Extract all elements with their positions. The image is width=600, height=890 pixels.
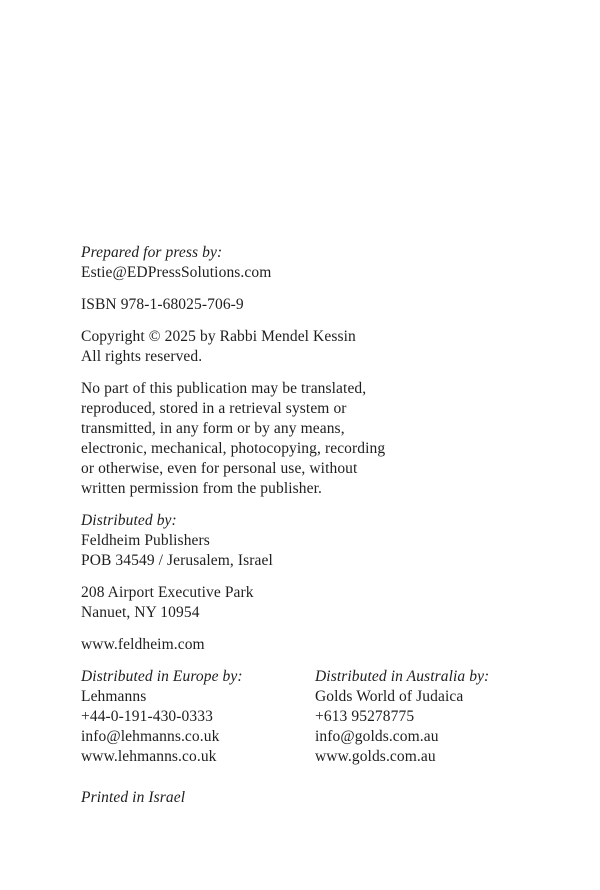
isbn-line: ISBN 978-1-68025-706-9 (81, 296, 244, 313)
australia-distributor-block (315, 667, 551, 767)
rights-paragraph-line: transmitted, in any form or by any means, (81, 420, 345, 437)
all-rights-reserved-line: All rights reserved. (81, 348, 203, 365)
rights-paragraph-line: or otherwise, even for personal use, without (81, 460, 358, 477)
publisher-website-block (81, 635, 551, 655)
prepared-for-press-block (81, 243, 551, 283)
publisher-address-israel: POB 34549 / Jerusalem, Israel (81, 552, 273, 569)
distributor-block (81, 511, 551, 571)
europe-distributor-phone: +44-0-191-430-0333 (81, 708, 213, 725)
colophon-content (81, 243, 551, 820)
australia-distributor-website: www.golds.com.au (315, 748, 436, 765)
europe-distributor-block (81, 667, 315, 767)
europe-distributor-website: www.lehmanns.co.uk (81, 748, 217, 765)
publisher-name: Feldheim Publishers (81, 532, 210, 549)
rights-paragraph-line: written permission from the publisher. (81, 480, 322, 497)
rights-paragraph-line: electronic, mechanical, photocopying, recording (81, 440, 386, 457)
europe-distributor-name: Lehmanns (81, 688, 147, 705)
europe-distributor-email: info@lehmanns.co.uk (81, 728, 220, 745)
europe-distributor-label: Distributed in Europe by: (81, 668, 243, 685)
publisher-website: www.feldheim.com (81, 636, 205, 653)
publisher-address-city: Nanuet, NY 10954 (81, 604, 200, 621)
distributed-by-label: Distributed by: (81, 512, 177, 529)
prepared-for-press-email: Estie@EDPressSolutions.com (81, 264, 272, 281)
copyright-block (81, 327, 551, 367)
publisher-address-street: 208 Airport Executive Park (81, 584, 254, 601)
rights-paragraph-line: reproduced, stored in a retrieval system or (81, 400, 347, 417)
printed-in-block (81, 788, 551, 808)
printed-in-israel: Printed in Israel (81, 789, 186, 806)
australia-distributor-name: Golds World of Judaica (315, 688, 464, 705)
australia-distributor-label: Distributed in Australia by: (315, 668, 490, 685)
prepared-for-press-label: Prepared for press by: (81, 244, 223, 261)
publisher-us-address-block (81, 583, 551, 623)
rights-paragraph-line: No part of this publication may be translated, (81, 380, 367, 397)
regional-distributors (81, 667, 551, 767)
isbn-block (81, 295, 551, 315)
copyright-line: Copyright © 2025 by Rabbi Mendel Kessin (81, 328, 356, 345)
rights-paragraph (81, 379, 551, 499)
australia-distributor-phone: +613 95278775 (315, 708, 415, 725)
australia-distributor-email: info@golds.com.au (315, 728, 439, 745)
